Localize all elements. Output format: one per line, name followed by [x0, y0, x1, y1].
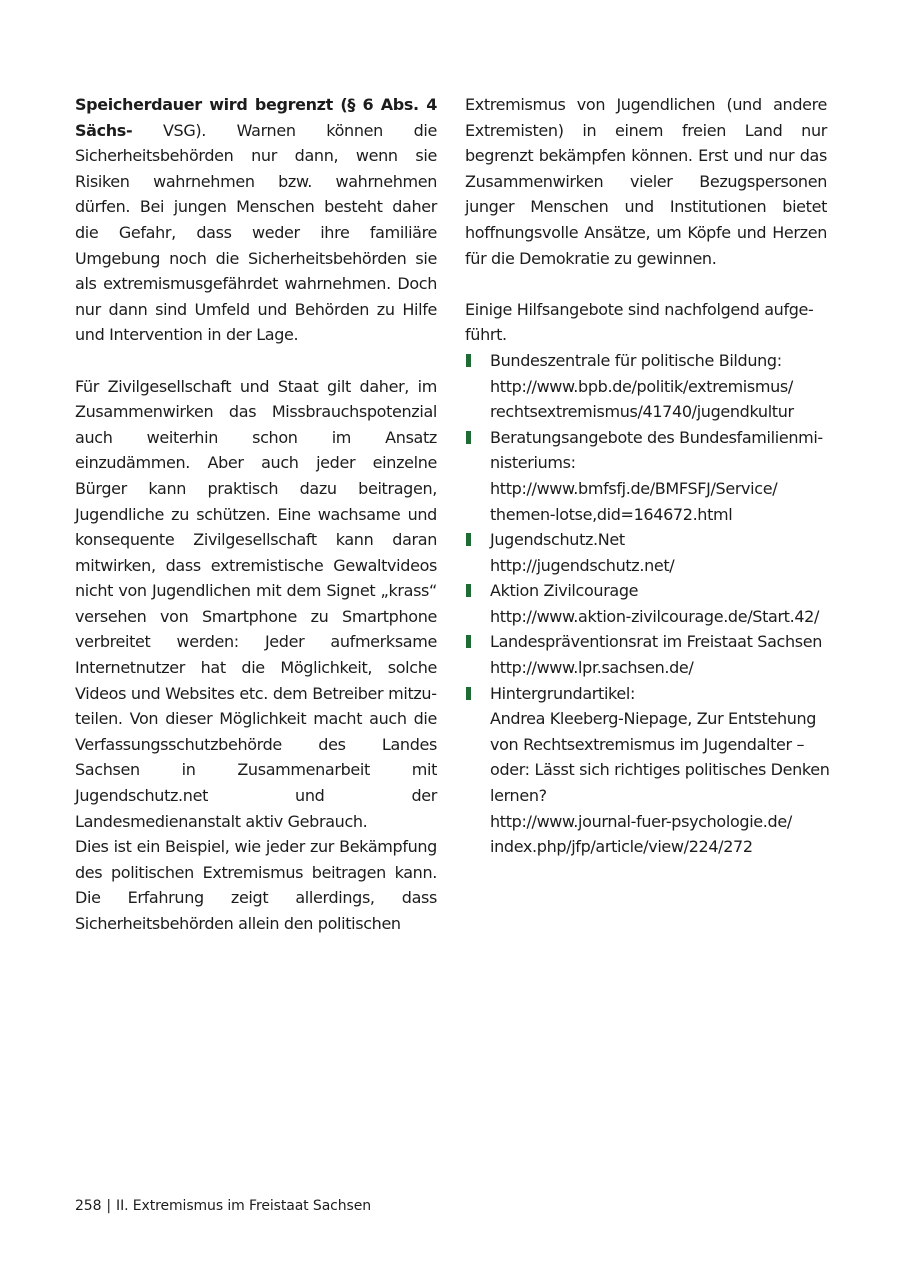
left-column: [75, 92, 437, 937]
green-bullet-icon: [466, 354, 471, 367]
item-text: lernen?: [490, 786, 547, 806]
item-link[interactable]: themen-lotse,did=164672.html: [490, 504, 733, 524]
green-bullet-icon: [466, 687, 471, 700]
paragraph-cooperation: Extremismus von Jugendlichen (und andere Extremisten) in einem freien Land nur begrenzt bekämpfen können. Erst und nur das Zusammenwirken vieler Bezugspersonen junger Menschen und Institutionen bietet hoffnungsvolle Ansätze, um Köpfe und Herzen für die Demokratie zu gewinnen.: [465, 95, 827, 268]
item-link[interactable]: http://www.lpr.sachsen.de/: [490, 658, 694, 678]
paragraph-example: Dies ist ein Beispiel, wie jeder zur Bekämpfung des politischen Extremismus beitragen kann. Die Erfahrung zeigt allerdings, dass Sicherheitsbehörden allein den politischen: [75, 837, 437, 933]
page-footer: [75, 1198, 371, 1214]
item-title: Landespräventionsrat im Freistaat Sachsen: [490, 632, 823, 652]
item-title: Jugendschutz.Net: [490, 530, 625, 550]
item-title: Hintergrundartikel:: [490, 683, 636, 703]
paragraph-help-intro: Einige Hilfsangebote sind nachfolgend aufgeführt.: [465, 299, 814, 345]
item-title: Beratungsangebote des Bundesfamilienmi-: [490, 427, 823, 447]
list-item: [465, 527, 827, 578]
paragraph-storage-period: [75, 92, 437, 348]
bold-lead-text: Speicherdauer wird begrenzt (§ 6 Abs. 4 Sächs-: [75, 95, 437, 140]
page-number: 258: [75, 1198, 102, 1214]
paragraph-civil-society: Für Zivilgesellschaft und Staat gilt daher, im Zusammenwirken das Missbrauchspotenzial auch weiterhin schon im Ansatz einzudämmen. Aber auch jeder einzelne Bürger kann praktisch dazu beitragen, Jugendliche zu schützen. Eine wachsame und konsequente Zivilgesellschaft kann daran mitwirken, dass extremistische Gewaltvideos nicht von Jugendlichen mit dem Signet „krass“ versehen von Smartphone zu Smartphone verbreitet werden: Jeder aufmerksame Internetnutzer hat die Möglichkeit, solche Videos und Websites etc. dem Betreiber mitzuteilen. Von dieser Möglichkeit macht auch die Verfassungsschutzbehörde des Landes Sachsen in Zusammenarbeit mit Jugendschutz.net und der Landesmedienanstalt aktiv Gebrauch.: [75, 376, 437, 831]
paragraph-text: VSG). Warnen können die Sicherheitsbehörden nur dann, wenn sie Risiken wahrnehmen bzw. wahrnehmen dürfen. Bei jungen Menschen besteht daher die Gefahr, dass weder ihre familiäre Umgebung noch die Sicherheitsbehörden sie als extremismusgefährdet wahrnehmen. Doch nur dann sind Umfeld und Behörden zu Hilfe und Intervention in der Lage.: [75, 120, 437, 345]
green-bullet-icon: [466, 431, 471, 444]
right-column: [465, 92, 830, 860]
green-bullet-icon: [466, 635, 471, 648]
item-title: Aktion Zivilcourage: [490, 581, 639, 601]
chapter-title: II. Extremismus im Freistaat Sachsen: [116, 1198, 372, 1214]
list-item: [465, 681, 830, 860]
item-link[interactable]: http://www.bmfsfj.de/BMFSFJ/Service/: [490, 478, 778, 498]
list-item: [465, 629, 827, 680]
list-item: [465, 348, 827, 425]
footer-separator: |: [106, 1198, 112, 1214]
item-text: Andrea Kleeberg-Niepage, Zur Entstehung: [490, 709, 817, 729]
item-text: oder: Lässt sich richtiges politisches Denken: [490, 760, 830, 780]
item-link[interactable]: http://www.bpb.de/politik/extremismus/: [490, 376, 793, 396]
list-item: [465, 425, 827, 527]
item-link[interactable]: http://www.aktion-zivilcourage.de/Start.42/: [490, 606, 820, 626]
item-link[interactable]: rechtsextremismus/41740/jugendkultur: [490, 402, 794, 422]
green-bullet-icon: [466, 584, 471, 597]
list-item: [465, 578, 827, 629]
item-link[interactable]: http://jugendschutz.net/: [490, 555, 675, 575]
item-link[interactable]: http://www.journal-fuer-psychologie.de/: [490, 811, 792, 831]
help-offers-list: [465, 348, 830, 860]
item-title: Bundeszentrale für politische Bildung:: [490, 350, 782, 370]
item-link[interactable]: index.php/jfp/article/view/224/272: [490, 837, 753, 857]
green-bullet-icon: [466, 533, 471, 546]
item-text: von Rechtsextremismus im Jugendalter –: [490, 734, 805, 754]
item-title: nisteriums:: [490, 453, 576, 473]
